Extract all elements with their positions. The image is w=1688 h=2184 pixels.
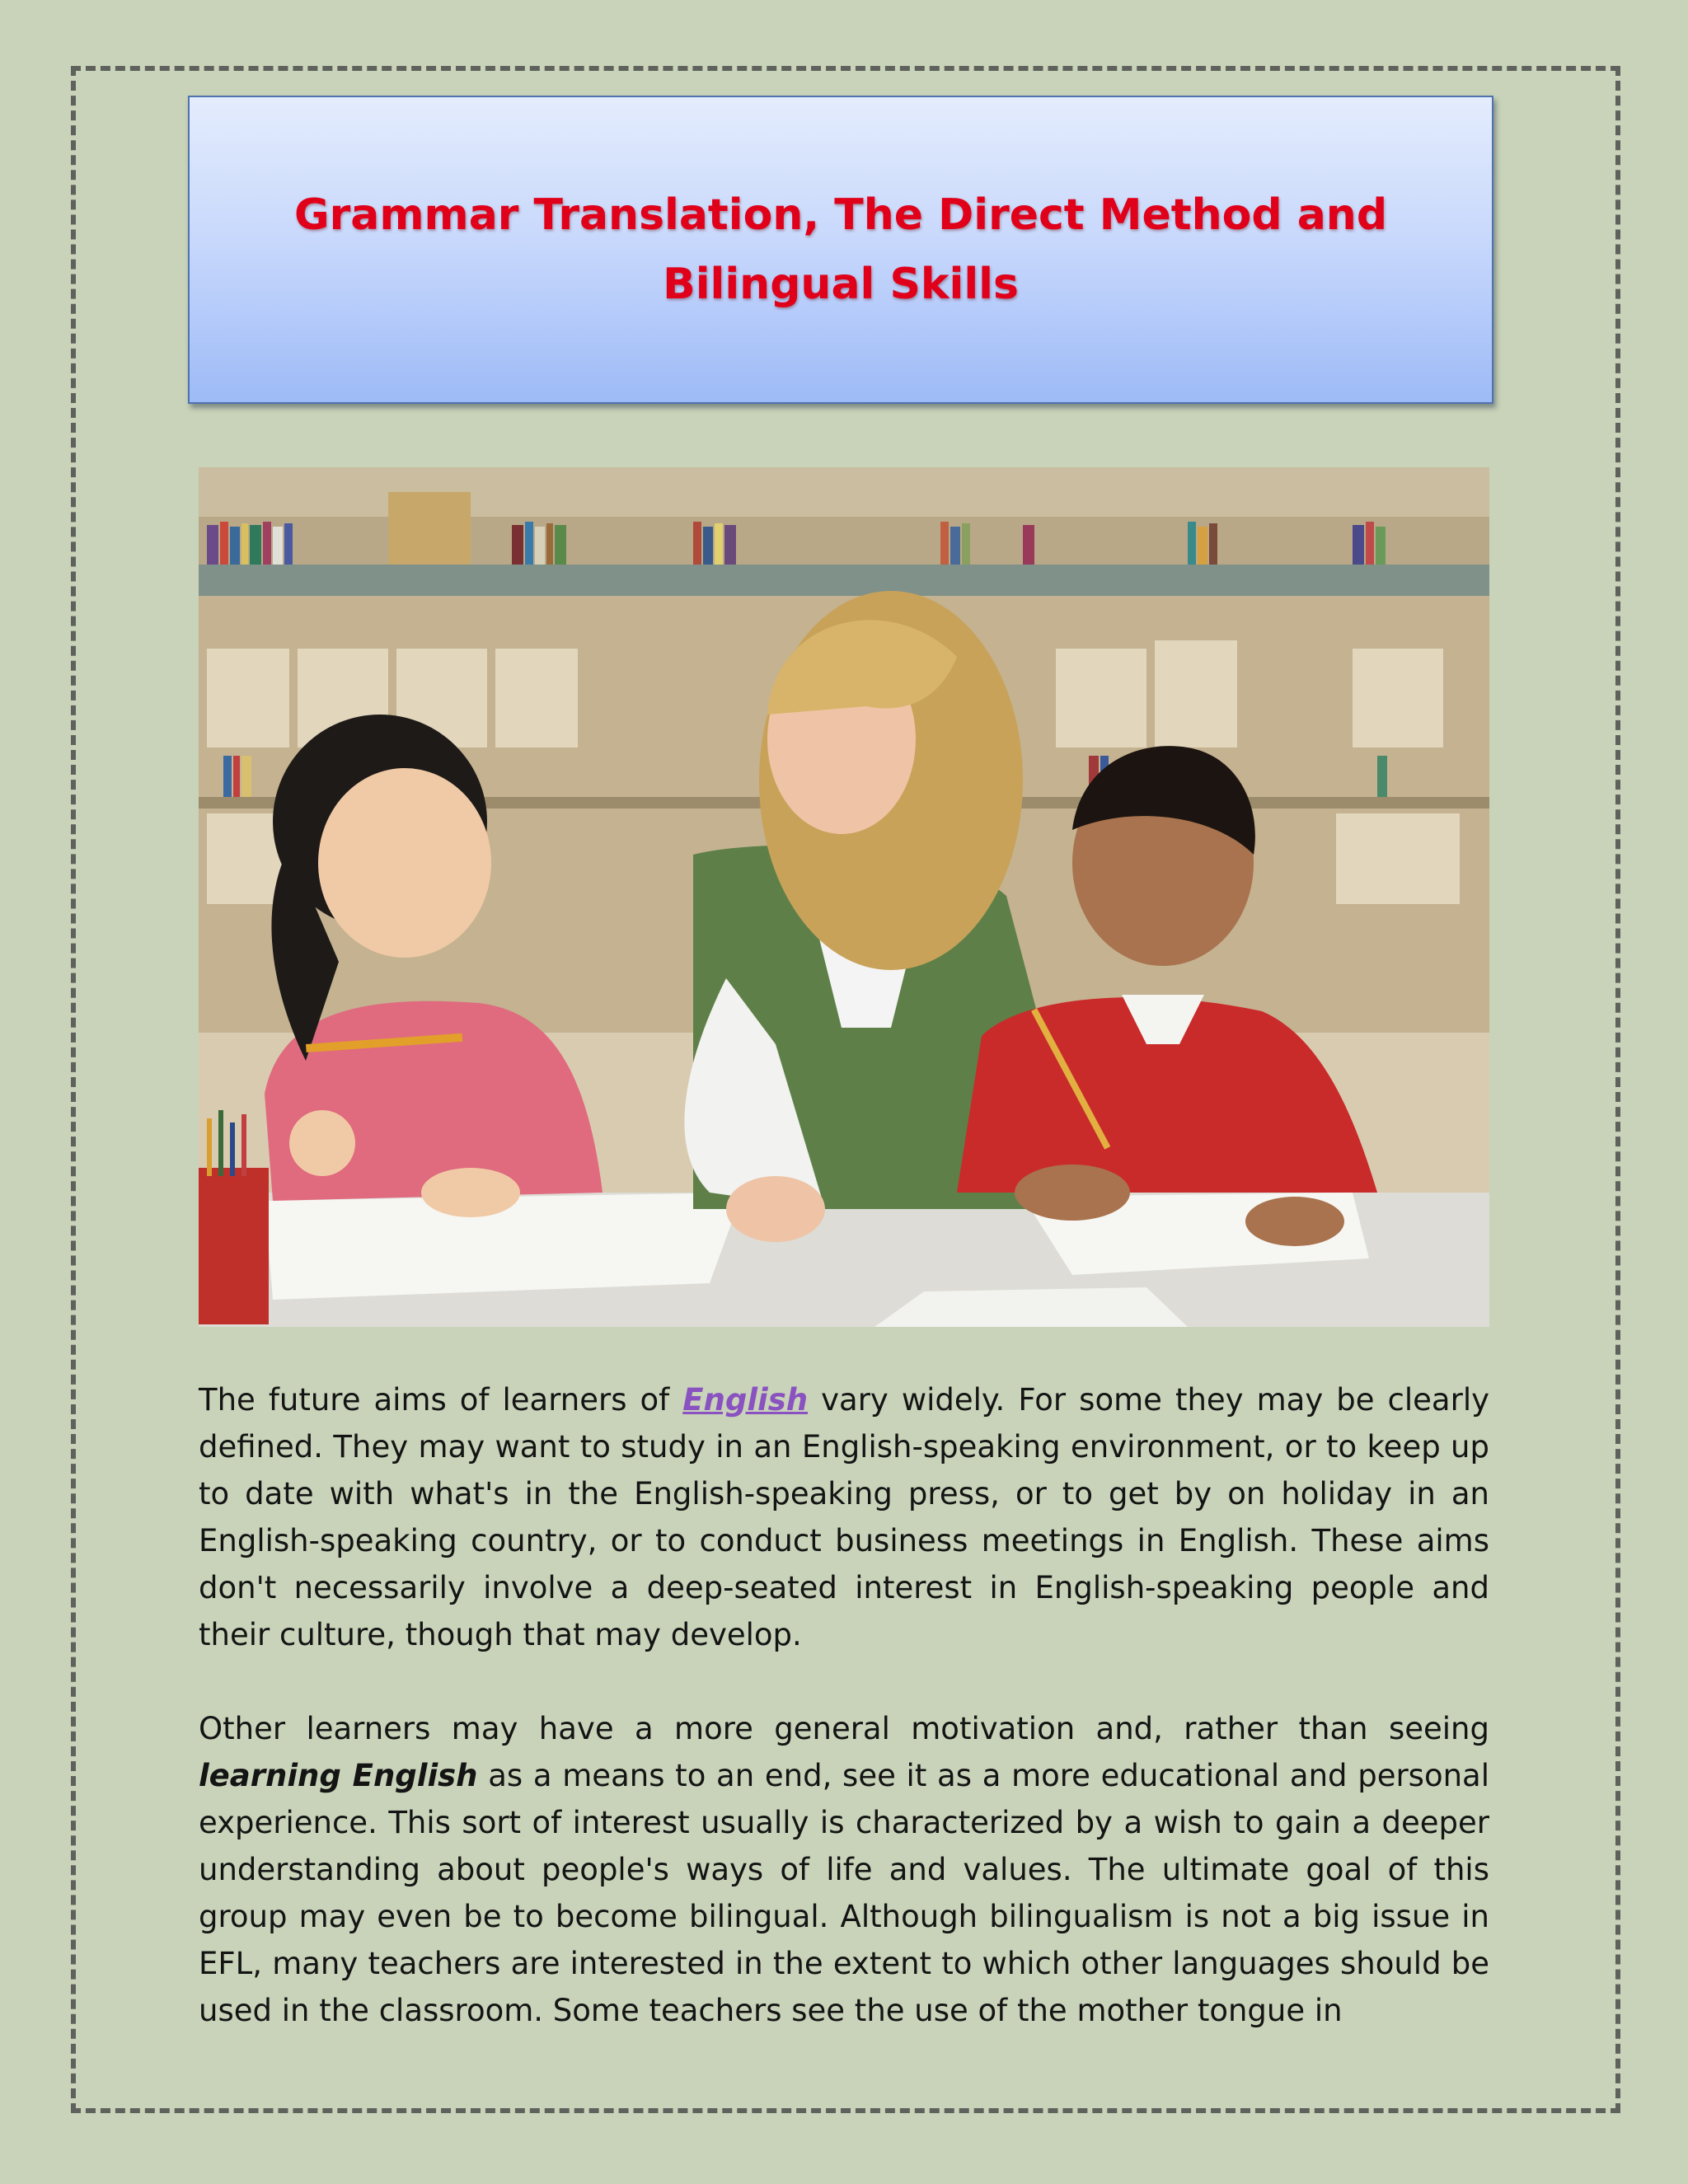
english-link[interactable]: English <box>682 1382 809 1418</box>
paragraph-1-intro: The future aims of learners of <box>199 1382 683 1418</box>
article-body <box>199 1376 1489 2081</box>
paragraph-2-rest: as a means to an end, see it as a more educational and personal experience. This sort of interest usually is characterized by a wish to gain a deeper understanding about people's ways of life and values. The ultimate goal of this group may even be to become bilingual. Although bilingualism is not a big issue in EFL, many teachers are interested in the extent to which other languages should be used in the classroom. Some teachers see the use of the mother tongue in <box>199 1758 1489 2028</box>
emphasis-learning-english: learning English <box>199 1758 478 1793</box>
page-title: Grammar Translation, The Direct Method and Bilingual Skills <box>293 190 1388 309</box>
paragraph-2-intro: Other learners may have a more general motivation and, rather than seeing <box>199 1711 1489 1746</box>
classroom-photo <box>199 467 1489 1327</box>
paragraph-2 <box>199 1705 1489 2034</box>
paragraph-1 <box>199 1376 1489 1658</box>
paragraph-1-rest: vary widely. For some they may be clearly defined. They may want to study in an English-speaking environment, or to keep up to date with what's in the English-speaking press, or to get by on holiday in an English-speaking country, or to conduct business meetings in English. These aims don't necessarily involve a deep-seated interest in English-speaking people and their culture, though that may develop. <box>199 1382 1489 1652</box>
title-banner <box>188 96 1493 404</box>
